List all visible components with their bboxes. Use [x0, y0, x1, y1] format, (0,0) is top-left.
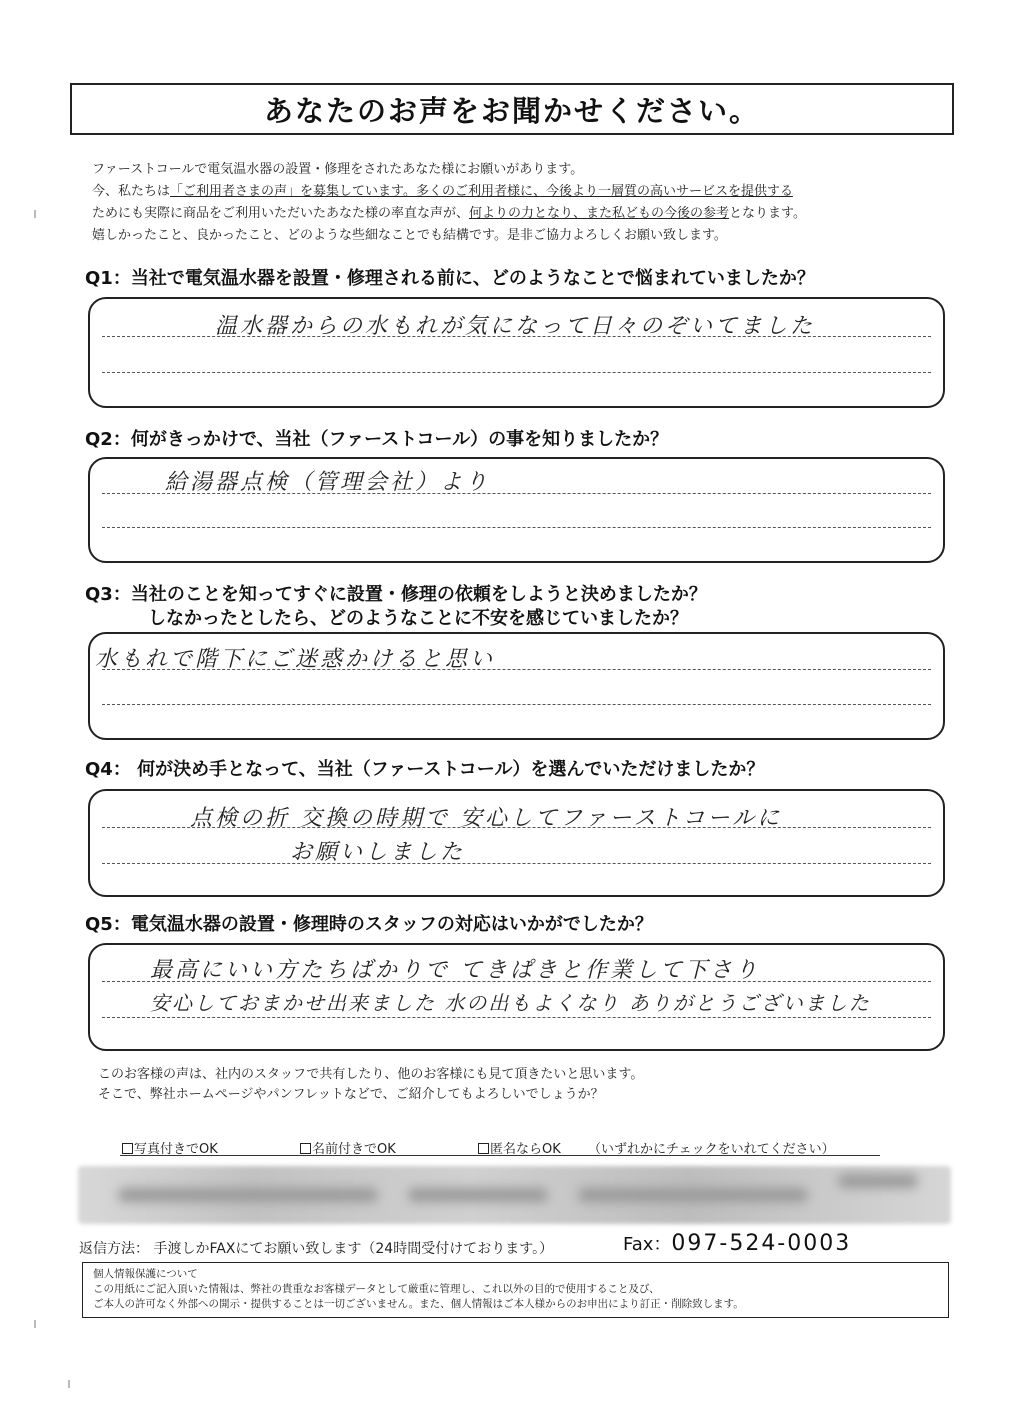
question-3-line-1: Q3：当社のことを知ってすぐに設置・修理の依頼をしようと決めましたか？	[85, 584, 707, 605]
question-4: Q4： 何が決め手となって、当社（ファーストコール）を選んでいただけましたか？	[85, 759, 765, 780]
question-1: Q1：当社で電気温水器を設置・修理される前に、どのようなことで悩まれていましたか？	[85, 268, 815, 289]
answer-box-5[interactable]	[88, 943, 945, 1051]
consent-line-2: そこで、弊社ホームページやパンフレットなどで、ご紹介してもよろしいでしょうか？	[98, 1087, 604, 1102]
checkbox-underline	[120, 1155, 880, 1156]
question-2: Q2：何がきっかけで、当社（ファーストコール）の事を知りましたか？	[85, 429, 669, 450]
option-photo-label: 写真付きでOK	[134, 1142, 218, 1157]
answer-5-line-2: 安心しておまかせ出来ました 水の出もよくなり ありがとうございました	[150, 991, 871, 1015]
page-title: あなたのお声をお聞かせください。	[263, 93, 760, 128]
option-note: （いずれかにチェックをいれてください）	[588, 1142, 835, 1157]
checkbox-icon[interactable]	[300, 1143, 311, 1154]
checkbox-icon[interactable]	[122, 1143, 133, 1154]
checkbox-icon[interactable]	[478, 1143, 489, 1154]
answer-box-2[interactable]	[88, 457, 945, 563]
answer-5-line-1: 最高にいい方たちばかりで てきぱきと作業して下さり	[150, 958, 760, 983]
answer-4-line-1: 点検の折 交換の時期で 安心してファーストコールに	[190, 806, 783, 831]
intro-line-2b: 「ご利用者さまの声」	[170, 184, 301, 199]
option-anonymous-label: 匿名ならOK	[490, 1142, 561, 1157]
reply-method: 返信方法： 手渡しかFAXにてお願い致します（24時間受付けております。）	[79, 1241, 554, 1257]
answer-4-line-2: お願いしました	[290, 840, 466, 865]
intro-line-3a: ためにも実際に商品をご利用いただいたあなた様の率直な声が、	[92, 206, 470, 221]
scan-mark	[34, 210, 36, 218]
answer-box-1[interactable]	[88, 297, 945, 408]
fax-label: Fax：	[623, 1234, 672, 1255]
privacy-notice	[82, 1262, 949, 1318]
fax-number: 097-524-0003	[671, 1231, 852, 1256]
answer-3-line-1: 水もれで階下にご迷惑かけると思い	[95, 647, 496, 672]
answer-1-line-1: 温水器からの水もれが気になって日々のぞいてました	[215, 314, 816, 339]
title-box	[70, 83, 954, 135]
fax-info	[623, 1230, 851, 1256]
intro-line-4: 嬉しかったこと、良かったこと、どのような些細なことでも結構です。是非ご協力よろしくお願い致します。	[92, 228, 727, 243]
answer-2-line-1: 給湯器点検（管理会社）より	[165, 470, 491, 495]
intro-line-2c: を募集しています。多くのご利用者様に、今後より一層質の高いサービスを提供する	[300, 184, 793, 199]
intro-line-3b: 何よりの力となり、また私どもの今後の参考	[469, 206, 730, 221]
question-5: Q5：電気温水器の設置・修理時のスタッフの対応はいかがでしたか？	[85, 914, 653, 935]
intro-line-1: ファーストコールで電気温水器の設置・修理をされたあなた様にお願いがあります。	[92, 162, 584, 177]
option-name-label: 名前付きでOK	[312, 1142, 396, 1157]
scan-mark	[34, 1320, 36, 1328]
blurred-customer-info	[78, 1166, 951, 1224]
intro-line-2	[92, 180, 793, 199]
answer-box-3[interactable]	[88, 632, 945, 740]
privacy-line-1: この用紙にご記入頂いた情報は、弊社の貴重なお客様データとして厳重に管理し、これ以外の目的で使用すること及び、	[93, 1283, 660, 1295]
intro-line-3	[92, 202, 806, 221]
answer-box-4[interactable]	[88, 789, 945, 897]
question-3-line-2: しなかったとしたら、どのようなことに不安を感じていましたか？	[148, 608, 688, 629]
intro-line-2a: 今、私たちは	[92, 184, 171, 199]
privacy-heading: 個人情報保護について	[93, 1268, 198, 1280]
consent-line-1: このお客様の声は、社内のスタッフで共有したり、他のお客様にも見て頂きたいと思います。	[98, 1067, 644, 1082]
privacy-line-2: ご本人の許可なく外部への開示・提供することは一切ございません。また、個人情報はご本人様からのお申出により訂正・削除致します。	[93, 1298, 744, 1310]
intro-line-3c: となります。	[729, 206, 806, 221]
scan-mark	[68, 1380, 70, 1388]
